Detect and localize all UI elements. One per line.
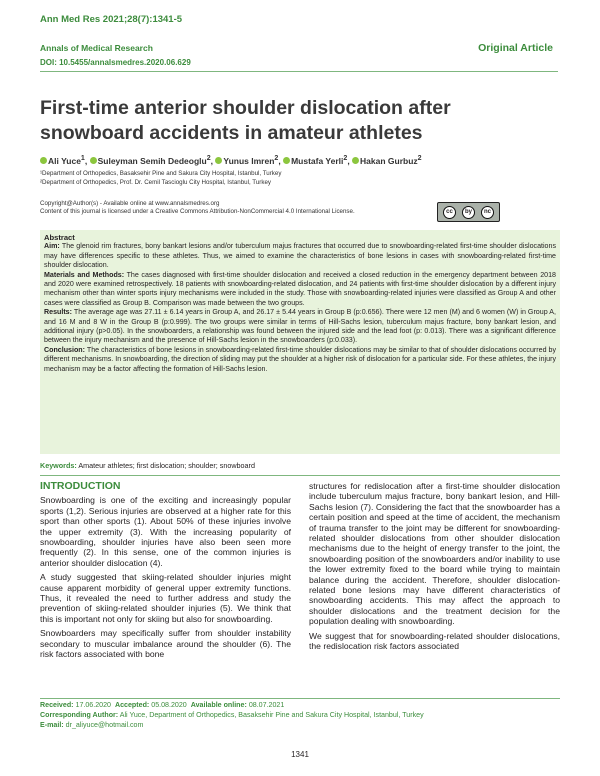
- author: Suleyman Semih Dedeoglu$^2$,: [90, 156, 216, 166]
- by-icon: by: [462, 206, 475, 219]
- footer-divider: [40, 698, 560, 699]
- paragraph: Snowboarders may specifically suffer from shoulder instability secondary to muscular imbalance around the shoulder (6). The risk factors associated with bone: [40, 628, 291, 660]
- journal-name: Annals of Medical Research: [40, 43, 153, 53]
- abstract-aim: Aim: The glenoid rim fractures, bony bankart lesions and/or tuberculum majus fractures that occurred due to snowboarding-related first-time shoulder dislocations may have differences specific to these athletes. Thus, we aimed to examine the characteristics of bone lesions in cases with snowboarding-related first-time shoulder dislocation.: [44, 242, 556, 270]
- abstract-conclusion: Conclusion: The characteristics of bone lesions in snowboarding-related first-time shoulder dislocations may be similar to that of shoulder dislocations occurred by different mechanisms. In snowboarding, the direction of sliding may put the shoulder at a higher risk of dislocation for a particular side. For these athletes, the injury mechanism may be a factor affecting the formation of Hill-Sachs lesion.: [44, 345, 557, 373]
- abstract-heading: Abstract: [44, 233, 75, 242]
- header-divider: [40, 71, 558, 72]
- author-list: [40, 154, 560, 166]
- author: Ali Yuce$^1$,: [40, 156, 90, 166]
- paragraph: A study suggested that skiing-related shoulder injuries might cause apparent morbidity of general upper extremity functions. Thus, it revealed the need to further address and study the prevention of skiing-related shoulder injuries (5). We think that this is important not only for skiing but also for snowboarding.: [40, 572, 291, 624]
- abstract-results: Results: The average age was 27.11 ± 6.14 years in Group A, and 26.17 ± 5.44 years in Group B (p:0.656). There were 12 men (M) and 6 women (W) in Group A, and 16 M and 8 W in the Group B (p:0.999). The two groups were similar in terms of Hill-Sachs lesion, tuberculum majus fracture, bony bankart lesion, and additional injury (p>0.05). In the snowboarders, a relationship was found between the injured side and the lead foot (p: 0.013). There was a significant difference between the injury mechanism and the presence of Hill-Sachs lesion in the snowboarders (p:0.033).: [44, 308, 556, 345]
- orcid-icon[interactable]: [90, 157, 97, 164]
- orcid-icon[interactable]: [352, 157, 359, 164]
- keywords-divider: [40, 475, 560, 476]
- cc-icon: cc: [443, 206, 456, 219]
- orcid-icon[interactable]: [283, 157, 290, 164]
- nc-icon: nc: [481, 206, 494, 219]
- abstract-methods: Materials and Methods: The cases diagnosed with first-time shoulder dislocation and received a closed reduction in the emergency department between 2018 and 2020 were examined retrospectively. 18 patients with snowboarding-related dislocation, and 24 patients with first-time shoulder dislocation by a different injury mechanism other than winter sports injury mechanisms were included in the study. Those with snowboarding-related injuries were classified as Group A and other cases were classified as Group B. Comparison was made between the two groups.: [44, 270, 557, 307]
- doi[interactable]: DOI: 10.5455/annalsmedres.2020.06.629: [40, 58, 191, 67]
- keywords-text: Amateur athletes; first dislocation; shoulder; snowboard: [78, 461, 255, 470]
- keywords-label: Keywords:: [40, 461, 77, 470]
- body-column-right: [309, 481, 560, 656]
- cc-license-badge[interactable]: [437, 202, 500, 222]
- orcid-icon[interactable]: [215, 157, 222, 164]
- corresponding-author: Corresponding Author: Ali Yuce, Department of Orthopedics, Basaksehir Pine and Sakura City Hospital, Istanbul, Turkey: [40, 711, 424, 719]
- journal-citation: Ann Med Res 2021;28(7):1341-5: [40, 14, 183, 25]
- dates-line: Received: 17.06.2020 Accepted: 05.08.2020 Available online: 08.07.2021: [40, 701, 285, 709]
- article-title: First-time anterior shoulder dislocation after snowboard accidents in amateur athletes: [40, 97, 451, 144]
- paragraph: Snowboarding is one of the exciting and increasingly popular sports (1,2). Serious injuries are observed at a higher rate for this sport than other sports (1). About 50% of these injuries involve the upper extremity (3). With the increasing popularity of snowboarding, shoulder injuries have also been seen more frequently (2). In this sense, one of the common injuries is anterior shoulder dislocation (4).: [40, 495, 291, 568]
- page-number: 1341: [291, 750, 309, 759]
- author: Mustafa Yerli$^2$,: [283, 156, 352, 166]
- author: Yunus Imren$^2$,: [215, 156, 283, 166]
- keywords: [40, 461, 255, 470]
- paragraph: structures for redislocation after a first-time shoulder dislocation include tuberculum majus fracture, bony bankart lesion, and Hill-Sachs lesion (7). Considering the fact that the snowboarder has a certain position and speed at the time of accident, the mechanism of trauma transfer to the joint may be different for snowboarding-related shoulder dislocations from other shoulder dislocation mechanisms due to the height of energy transfer to the joint, the snowboarding position of the snowboarders and/or inability to use the lower extremity fixed to the board while trying to maintain balance during the accident. Therefore, shoulder dislocation-related bone lesions may have different characteristics of snowboarding accidents. This may affect the approach to shoulder dislocations and the treatment decision for the population dealing with snowboarding.: [309, 481, 560, 627]
- copyright-line: Copyright@Author(s) - Available online at www.annalsmedres.org: [40, 200, 220, 207]
- body-column-left: [40, 481, 291, 664]
- affiliation-1: ¹Department of Orthopedics, Basaksehir Pine and Sakura City Hospital, Istanbul, Turkey: [40, 170, 282, 177]
- copyright-notice: [40, 200, 355, 216]
- article-type: Original Article: [478, 42, 553, 54]
- abstract: [44, 233, 556, 374]
- section-heading: INTRODUCTION: [40, 480, 121, 492]
- orcid-icon[interactable]: [40, 157, 47, 164]
- affiliation-2: ²Department of Orthopedics, Prof. Dr. Cemil Tascioglu City Hospital, Istanbul, Turkey: [40, 179, 271, 186]
- author-email[interactable]: E-mail: dr_aliyuce@hotmail.com: [40, 721, 144, 729]
- paragraph: We suggest that for snowboarding-related shoulder dislocations, the redislocation risk factors associated: [309, 630, 560, 652]
- license-line: Content of this journal is licensed under a Creative Commons Attribution-NonCommercial 4.0 International License.: [40, 208, 355, 215]
- author: Hakan Gurbuz$^2$: [352, 156, 422, 166]
